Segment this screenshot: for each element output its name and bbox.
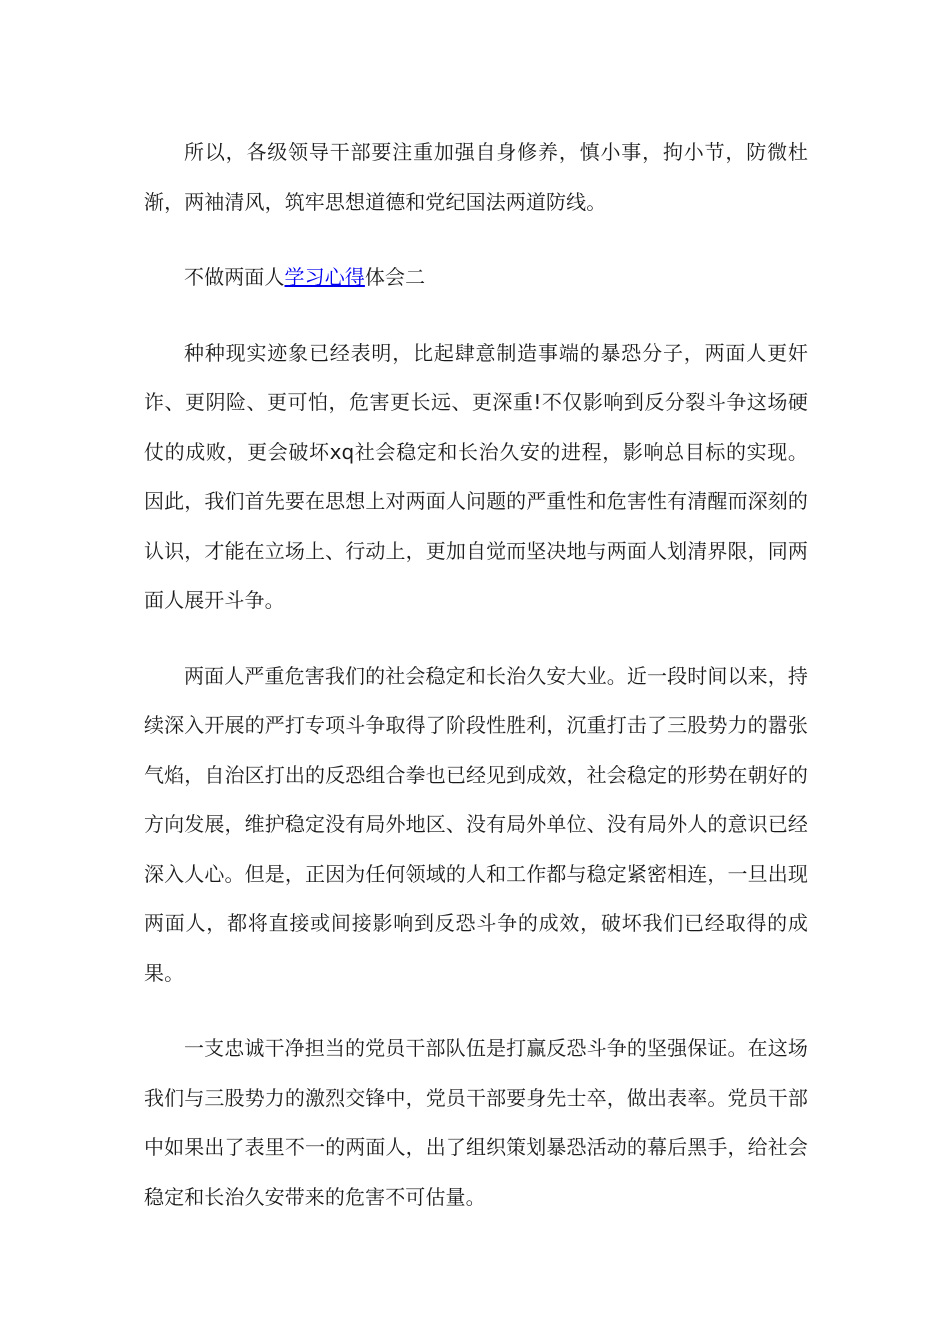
heading-text-before: 不做两面人 (184, 265, 285, 289)
heading-link[interactable]: 学习心得 (284, 265, 365, 289)
paragraph-3: 两面人严重危害我们的社会稳定和长治久安大业。近一段时间以来，持续深入开展的严打专项斗争取得了阶段性胜利，沉重打击了三股势力的嚣张气焰，自治区打出的反恐组合拳也已经见到成效，社会稳定的形势在朝好的方向发展，维护稳定没有局外地区、没有局外单位、没有局外人的意识已经深入人心。但是，正因为任何领域的人和工作都与稳定紧密相连，一旦出现两面人，都将直接或间接影响到反恐斗争的成效，破坏我们已经取得的成果。 (144, 663, 808, 985)
paragraph-2: 种种现实迹象已经表明，比起肆意制造事端的暴恐分子，两面人更奸诈、更阴险、更可怕，危害更长远、更深重!不仅影响到反分裂斗争这场硬仗的成败，更会破坏xq社会稳定和长治久安的进程，影响总目标的实现。因此，我们首先要在思想上对两面人问题的严重性和危害性有清醒而深刻的认识，才能在立场上、行动上，更加自觉而坚决地与两面人划清界限，同两面人展开斗争。 (144, 340, 808, 612)
heading-text-after: 体会二 (364, 265, 426, 289)
paragraph-1: 所以，各级领导干部要注重加强自身修养，慎小事，拘小节，防微杜渐，两袖清风，筑牢思想道德和党纪国法两道防线。 (144, 140, 808, 214)
paragraph-4: 一支忠诚干净担当的党员干部队伍是打赢反恐斗争的坚强保证。在这场我们与三股势力的激烈交锋中，党员干部要身先士卒，做出表率。党员干部中如果出了表里不一的两面人，出了组织策划暴恐活动的幕后黑手，给社会稳定和长治久安带来的危害不可估量。 (144, 1036, 808, 1209)
section-heading (144, 253, 808, 303)
